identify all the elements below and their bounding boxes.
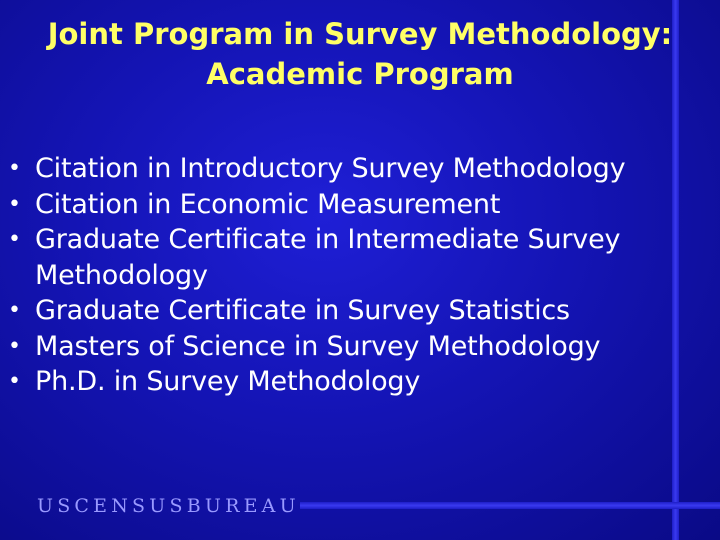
bullet-item [0, 187, 670, 223]
bullet-list [0, 151, 670, 400]
bullet-item [0, 329, 670, 365]
bullet-text: Graduate Certificate in Survey Statistics [35, 295, 570, 326]
bullet-text: Citation in Economic Measurement [35, 188, 501, 220]
census-bureau-logo: USCENSUSBUREAU [37, 495, 300, 517]
bullet-dot-icon: • [8, 227, 21, 252]
bullet-text: Graduate Certificate in Intermediate Survey Methodology [35, 224, 621, 291]
bullet-dot-icon: • [8, 191, 21, 217]
bullet-item [0, 293, 670, 329]
horizontal-accent-line [300, 502, 720, 509]
bullet-item [0, 364, 670, 400]
bullet-dot-icon: • [8, 369, 21, 394]
bullet-dot-icon: • [8, 298, 21, 323]
bullet-item [0, 222, 670, 293]
bullet-text: Ph.D. in Survey Methodology [35, 366, 421, 397]
slide-title [0, 14, 720, 94]
bullet-dot-icon: • [8, 156, 21, 181]
bullet-dot-icon: • [8, 333, 21, 359]
bullet-text: Masters of Science in Survey Methodology [35, 330, 601, 362]
slide-title-line-2: Academic Program [206, 57, 514, 91]
slide-title-line-1: Joint Program in Survey Methodology: [47, 17, 673, 51]
bullet-text: Citation in Introductory Survey Methodology [35, 153, 626, 184]
bullet-item [0, 151, 670, 187]
